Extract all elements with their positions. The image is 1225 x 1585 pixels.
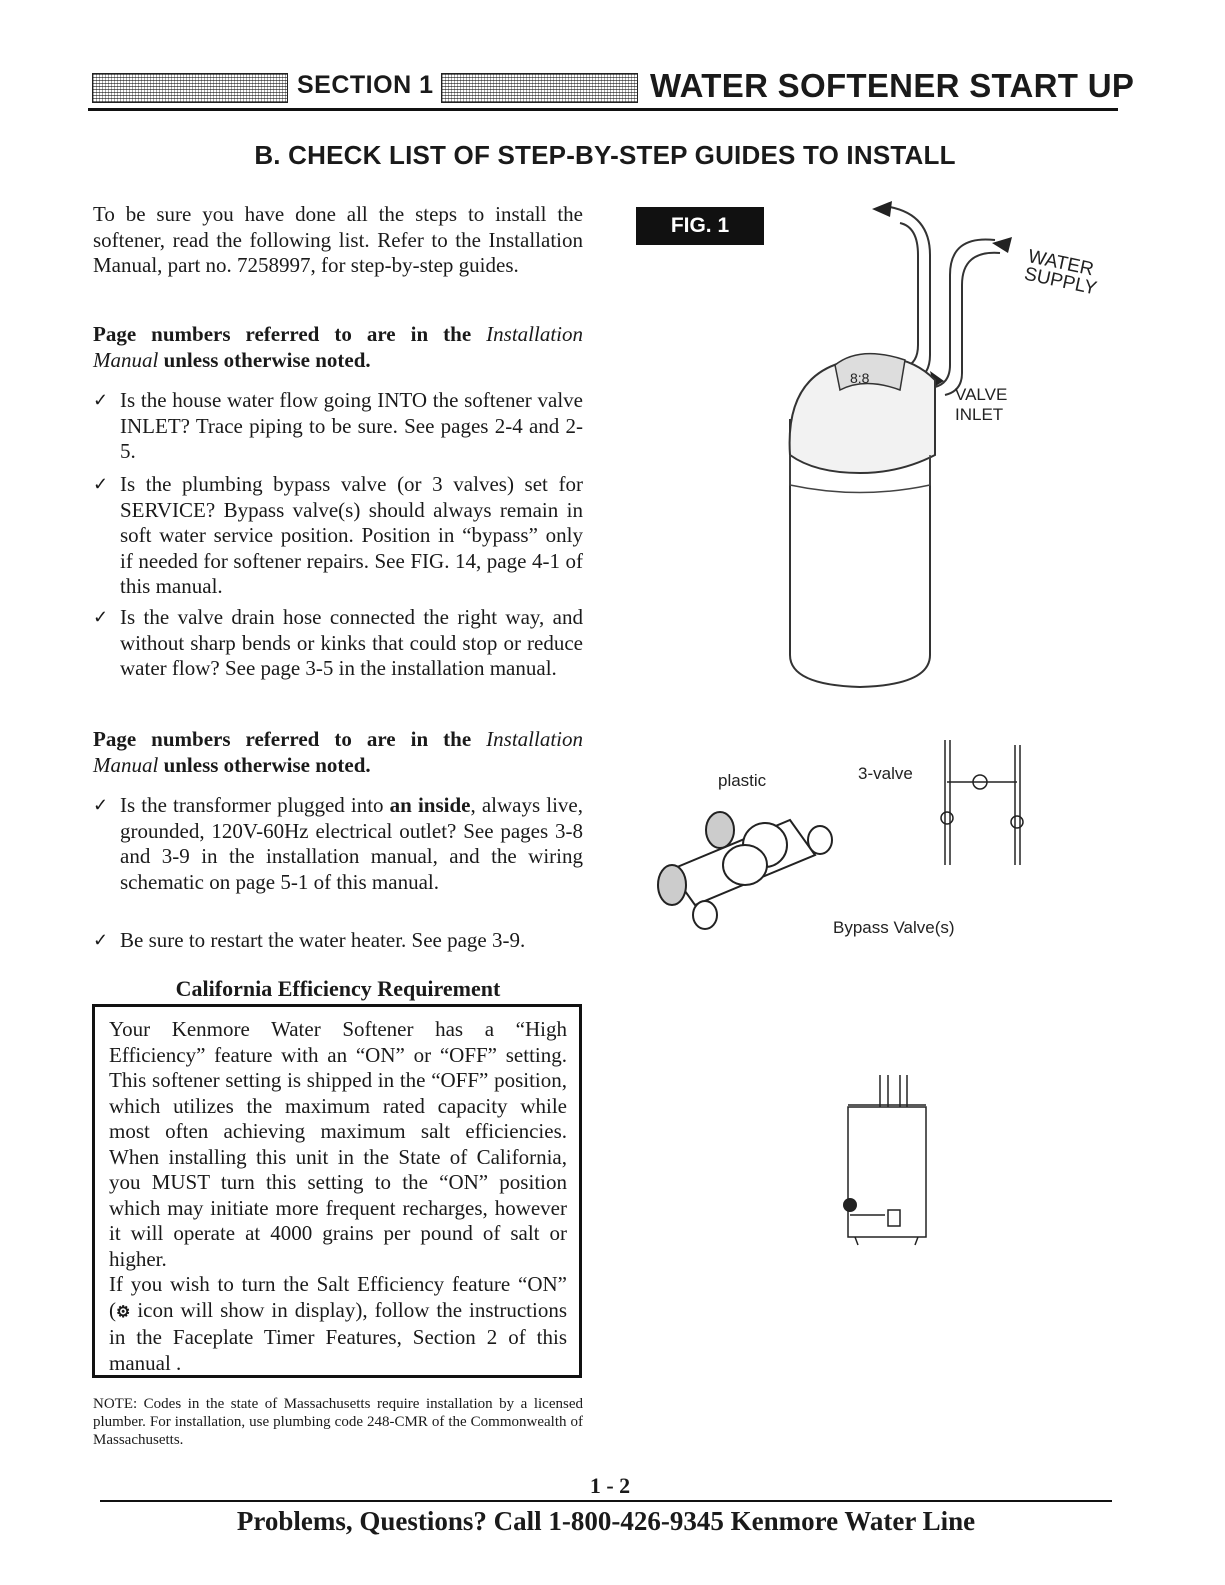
section-label: SECTION 1 bbox=[297, 71, 434, 99]
california-paragraph-2b: icon will show in display), follow the instructions in the Faceplate Timer Features, Section 2 of this manual . bbox=[109, 1297, 567, 1375]
valve-inlet-label-2: INLET bbox=[955, 405, 1004, 424]
page-ref-prefix: Page numbers referred to are in the bbox=[93, 727, 487, 751]
valve-inlet-label-1: VALVE bbox=[955, 385, 1008, 404]
page-number: 1 - 2 bbox=[589, 1473, 631, 1498]
california-text bbox=[109, 1017, 567, 1376]
checkmark-icon: ✓ bbox=[93, 795, 109, 815]
checklist-item-text-b: , always live, grounded, 120V-60Hz electrical outlet? See pages 3-8 and 3-9 in the installation manual, and the wiring schematic on page 5-1 of this manual. bbox=[120, 793, 583, 894]
page-subtitle: B. CHECK LIST OF STEP-BY-STEP GUIDES TO INSTALL bbox=[254, 140, 956, 170]
checkmark-icon: ✓ bbox=[93, 474, 109, 494]
california-title: California Efficiency Requirement bbox=[175, 976, 501, 1001]
page-ref-manual: Installation Manual bbox=[93, 322, 583, 372]
three-valve-illustration bbox=[925, 740, 1035, 870]
plastic-label: plastic bbox=[718, 771, 767, 790]
checkmark-icon: ✓ bbox=[93, 930, 109, 950]
svg-text:8:8: 8:8 bbox=[850, 370, 870, 386]
page-ref-suffix: unless otherwise noted. bbox=[158, 347, 371, 372]
checklist-item-bold: an inside bbox=[389, 793, 471, 817]
page-ref-suffix: unless otherwise noted. bbox=[158, 752, 371, 777]
california-paragraph-1: Your Kenmore Water Softener has a “High Efficiency” feature with an “ON” or “OFF” setting. This softener setting is shipped in the “OFF” position, which utilizes the maximum rated capacity while most often achieving maximum salt efficiencies. When installing this unit in the State of California, you MUST turn this setting to the “ON” position which may initiate more frequent recharges, however it will operate at 4000 grains per pound of salt or higher. bbox=[109, 1017, 567, 1271]
checklist-item bbox=[93, 928, 583, 954]
checklist-item-text-a: Is the transformer plugged into bbox=[120, 793, 390, 817]
checklist-item bbox=[93, 472, 583, 600]
header-rule bbox=[88, 108, 1118, 111]
water-supply-label: WATER SUPPLY bbox=[1022, 246, 1099, 300]
three-valve-label: 3-valve bbox=[858, 764, 913, 783]
figure-badge: FIG. 1 bbox=[636, 207, 764, 245]
california-paragraph-2a: If you wish to turn the Salt Efficiency feature “ON” ( bbox=[109, 1272, 567, 1322]
section-hatch-right bbox=[441, 73, 638, 103]
checklist-item-text: Is the valve drain hose connected the right way, and without sharp bends or kinks that could stop or reduce water flow? See page 3-5 in the installation manual. bbox=[120, 605, 583, 680]
page-ref-manual: Installation Manual bbox=[93, 727, 583, 777]
page-ref-prefix: Page numbers referred to are in the bbox=[93, 322, 487, 346]
checklist-item bbox=[93, 605, 583, 682]
page-ref-note-1 bbox=[93, 322, 583, 373]
checklist-item-text: Be sure to restart the water heater. See page 3-9. bbox=[120, 928, 526, 952]
section-hatch-left bbox=[92, 73, 288, 103]
checklist-item bbox=[93, 388, 583, 465]
section-title: WATER SOFTENER START UP bbox=[650, 67, 1135, 104]
plastic-bypass-valve-illustration bbox=[650, 800, 850, 940]
intro-paragraph: To be sure you have done all the steps to install the softener, read the following list. Refer to the Installation Manual, part no. 7258997, for step-by-step guides. bbox=[93, 202, 583, 277]
checklist-item bbox=[93, 793, 583, 895]
page-ref-note-2 bbox=[93, 727, 583, 778]
footer-text: Problems, Questions? Call 1-800-426-9345 Kenmore Water Line bbox=[236, 1506, 976, 1536]
checkmark-icon: ✓ bbox=[93, 390, 109, 410]
salt-efficiency-icon: ⚙ bbox=[116, 1303, 131, 1321]
california-box bbox=[92, 1004, 582, 1378]
checklist-item-text: Is the house water flow going INTO the softener valve INLET? Trace piping to be sure. See pages 2-4 and 2-5. bbox=[120, 388, 583, 463]
massachusetts-note: NOTE: Codes in the state of Massachusetts require installation by a licensed plumber. For installation, use plumbing code 248-CMR of the Commonwealth of Massachusetts. bbox=[93, 1396, 583, 1448]
bypass-valves-caption: Bypass Valve(s) bbox=[833, 918, 955, 937]
checkmark-icon: ✓ bbox=[93, 607, 109, 627]
checklist-item-text: Is the plumbing bypass valve (or 3 valves) set for SERVICE? Bypass valve(s) should always remain in soft water service position. Position in “bypass” only if needed for softener repairs. See FIG. 14, page 4-1 of this manual. bbox=[120, 472, 583, 598]
water-heater-illustration bbox=[830, 1065, 940, 1250]
footer-rule bbox=[100, 1500, 1112, 1502]
